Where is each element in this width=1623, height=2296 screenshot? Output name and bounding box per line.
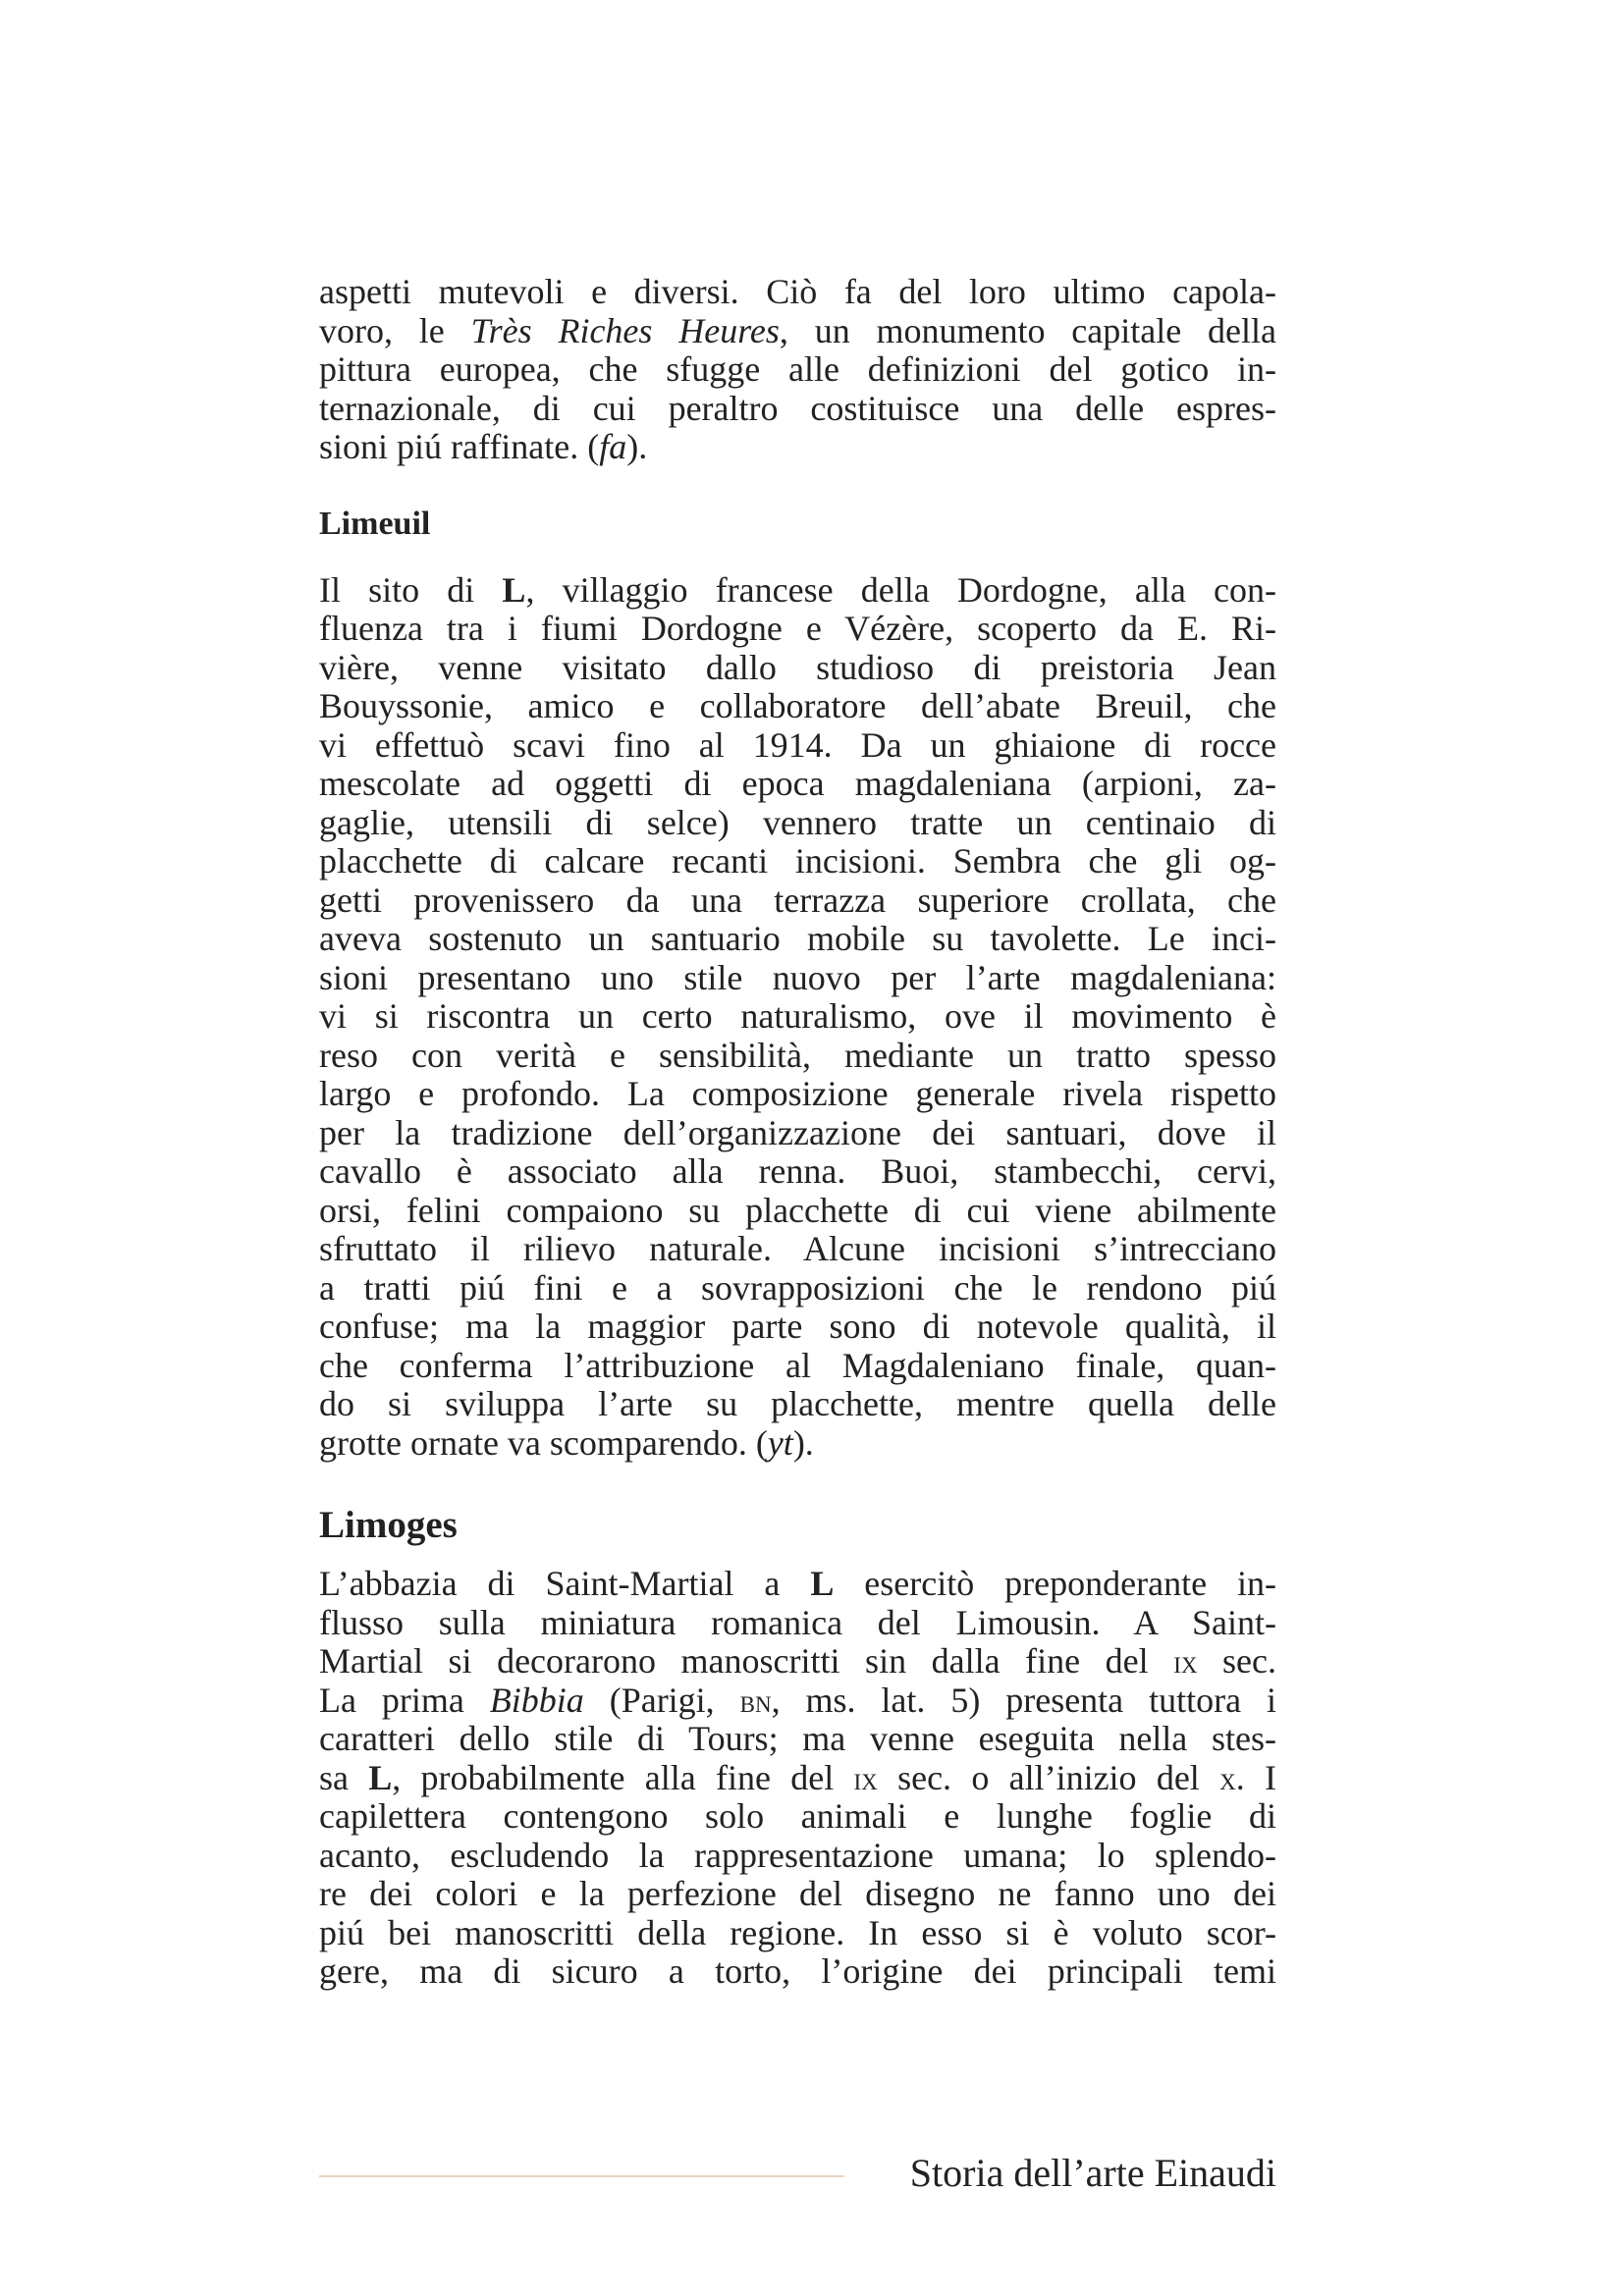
text-line: cavallo è associato alla renna. Buoi, stambecchi, cervi, xyxy=(319,1151,1276,1191)
text-line: orsi, felini compaiono su placchette di cui viene abilmente xyxy=(319,1190,1276,1230)
text-line: largo e profondo. La composizione generale rivela rispetto xyxy=(319,1074,1276,1113)
italic-title: Très Riches Heures xyxy=(470,310,780,350)
entry-heading-limoges: Limoges xyxy=(319,1504,458,1546)
text-line: vi effettuò scavi fino al 1914. Da un ghiaione di rocce xyxy=(319,724,1276,765)
text-line: gaglie, utensili di selce) vennero tratte un centinaio di xyxy=(319,802,1276,842)
publisher-name: Storia dell’arte Einaudi xyxy=(909,2151,1276,2195)
text-line: gere, ma di sicuro a torto, l’origine dei principali temi xyxy=(319,1951,1276,1991)
text-line: grotte ornate va scomparendo. (yt). xyxy=(319,1422,814,1463)
text-line: reso con verità e sensibilità, mediante un tratto spesso xyxy=(319,1035,1276,1075)
text-line: a tratti piú fini e a sovrapposizioni che le rendono piú xyxy=(319,1267,1276,1308)
author-initials: yt xyxy=(767,1422,793,1463)
author-initials: fa xyxy=(599,427,627,466)
entry-heading-limeuil: Limeuil xyxy=(319,505,431,542)
text-line: flusso sulla miniatura romanica del Limousin. A Saint- xyxy=(319,1602,1276,1642)
text-line: re dei colori e la perfezione del disegno ne fanno uno dei xyxy=(319,1874,1276,1913)
text-line: vière, venne visitato dallo studioso di preistoria Jean xyxy=(319,647,1276,687)
italic-title: Bibbia xyxy=(489,1680,584,1720)
footer-rule xyxy=(319,2175,844,2177)
text-line: capilettera contengono solo animali e lunghe foglie di xyxy=(319,1796,1276,1836)
page-footer xyxy=(319,2150,1276,2199)
text-line: per la tradizione dell’organizzazione dei santuari, dove il xyxy=(319,1112,1276,1152)
text-line: confuse; ma la maggior parte sono di notevole qualità, il xyxy=(319,1307,1276,1346)
text-line: acanto, escludendo la rappresentazione umana; lo splendo- xyxy=(319,1835,1276,1875)
text-column xyxy=(319,273,1276,1992)
text-line: Il sito di L, villaggio francese della Dordogne, alla con- xyxy=(319,569,1276,610)
text-line: do si sviluppa l’arte su placchette, mentre quella delle xyxy=(319,1384,1276,1423)
text-line: aspetti mutevoli e diversi. Ciò fa del loro ultimo capola- xyxy=(319,272,1276,311)
limeuil-paragraph xyxy=(319,571,1276,1464)
text-line: fluenza tra i fiumi Dordogne e Vézère, scoperto da E. Ri- xyxy=(319,609,1276,648)
text-line: placchette di calcare recanti incisioni. Sembra che gli og- xyxy=(319,841,1276,881)
text-line: caratteri dello stile di Tours; ma venne eseguita nella stes- xyxy=(319,1719,1276,1758)
text-line: piú bei manoscritti della regione. In esso si è voluto scor- xyxy=(319,1912,1276,1952)
text-line: che conferma l’attribuzione al Magdaleniano finale, quan- xyxy=(319,1345,1276,1385)
intro-paragraph xyxy=(319,273,1276,467)
text-line: aveva sostenuto un santuario mobile su tavolette. Le inci- xyxy=(319,919,1276,958)
text-line: sa L, probabilmente alla fine del ix sec. o all’inizio del x. I xyxy=(319,1757,1276,1797)
text-line: ternazionale, di cui peraltro costituisce una delle espres- xyxy=(319,388,1276,428)
text-line: sioni piú raffinate. (fa). xyxy=(319,427,648,466)
text-line: La prima Bibbia (Parigi, bn, ms. lat. 5) presenta tuttora i xyxy=(319,1680,1276,1720)
text-line: Bouyssonie, amico e collaboratore dell’abate Breuil, che xyxy=(319,686,1276,725)
text-line: L’abbazia di Saint-Martial a L esercitò preponderante in- xyxy=(319,1564,1276,1603)
text-line: getti provenissero da una terrazza superiore crollata, che xyxy=(319,880,1276,920)
text-line: vi si riscontra un certo naturalismo, ove il movimento è xyxy=(319,996,1276,1036)
text-line: sfruttato il rilievo naturale. Alcune incisioni s’intrecciano xyxy=(319,1229,1276,1268)
text-line: mescolate ad oggetti di epoca magdaleniana (arpioni, za- xyxy=(319,764,1276,803)
text-line: voro, le Très Riches Heures, un monumento capitale della xyxy=(319,310,1276,350)
text-line: sioni presentano uno stile nuovo per l’arte magdaleniana: xyxy=(319,957,1276,997)
text-line: Martial si decorarono manoscritti sin dalla fine del ix sec. xyxy=(319,1641,1277,1681)
text-line: pittura europea, che sfugge alle definizioni del gotico in- xyxy=(319,349,1276,389)
limoges-paragraph xyxy=(319,1565,1276,1992)
